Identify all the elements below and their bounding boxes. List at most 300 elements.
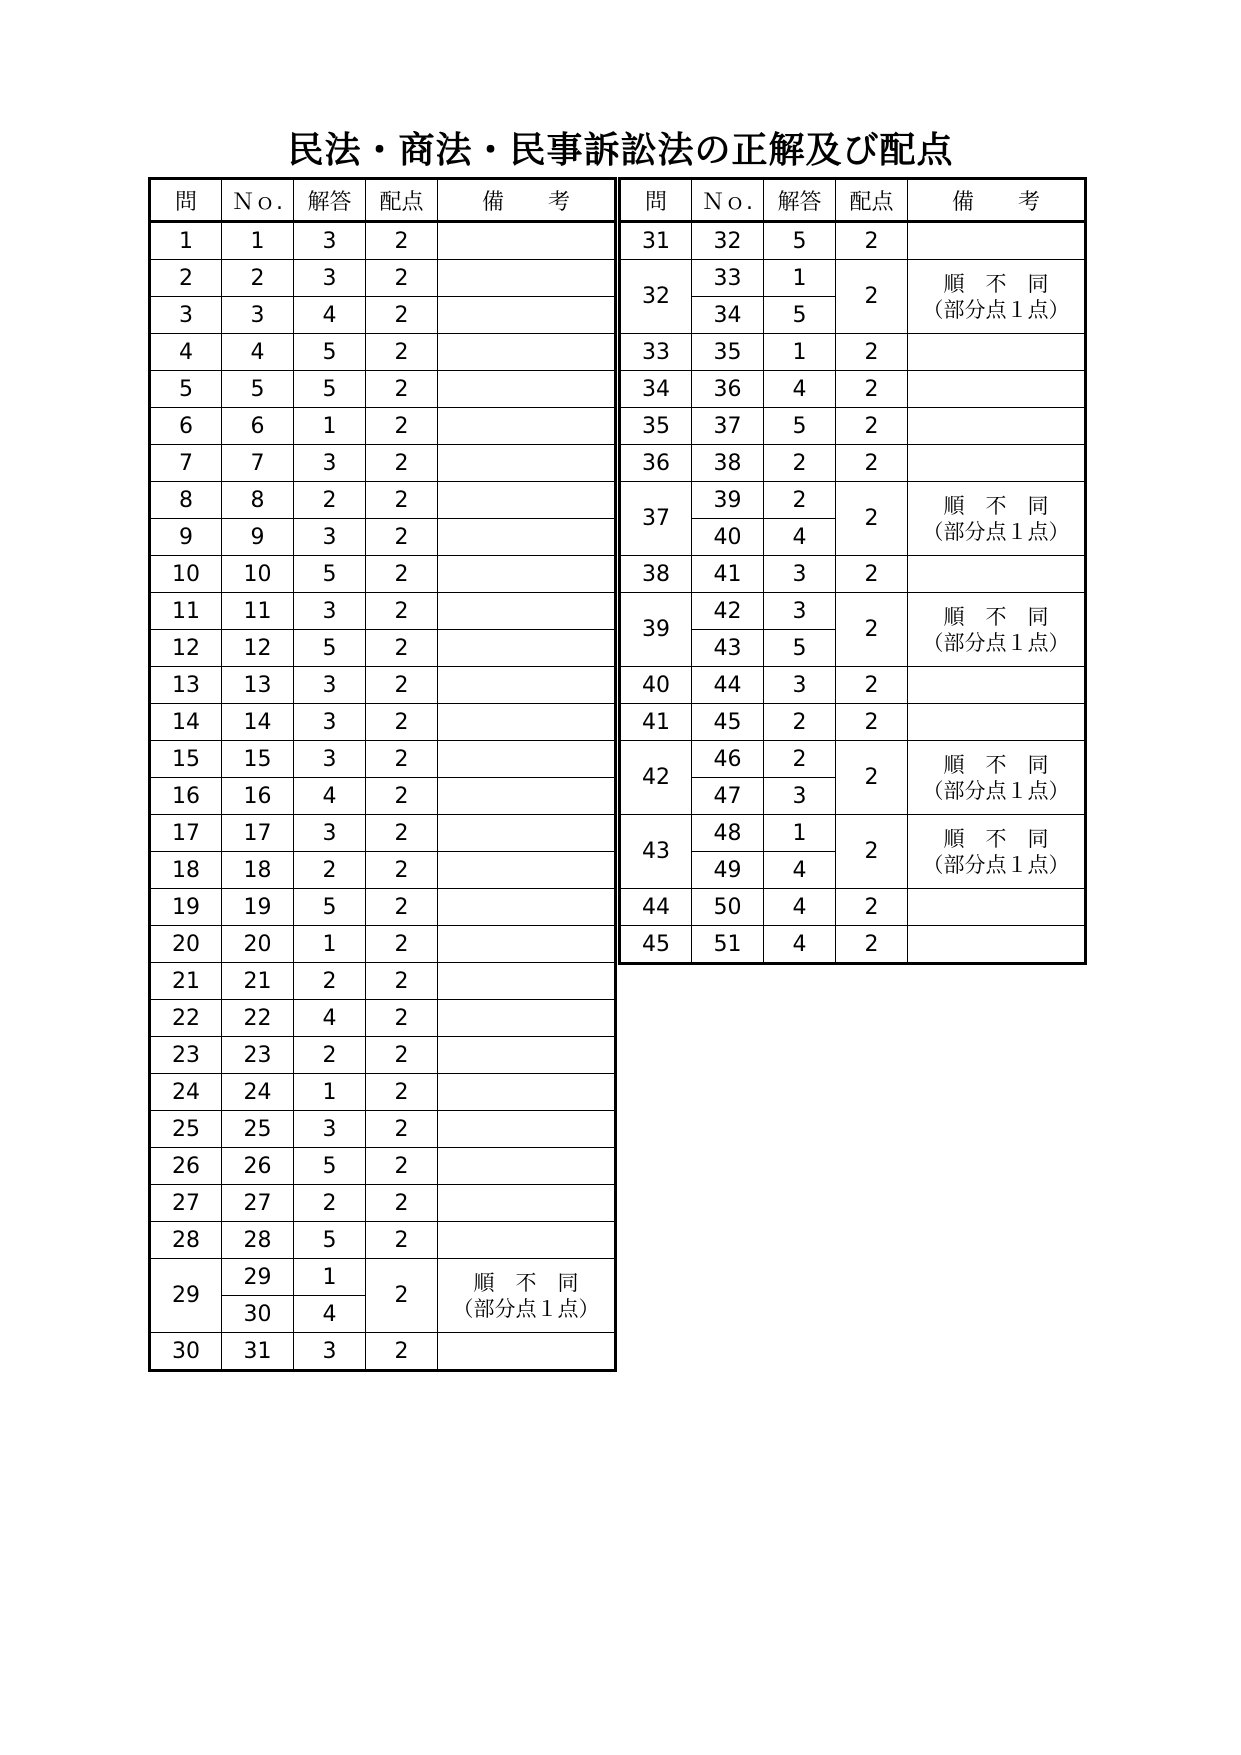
remarks-cell: [438, 704, 616, 741]
answer-cell: 3: [764, 667, 836, 704]
header-answer: 解答: [294, 179, 366, 222]
table-row: [150, 1185, 616, 1222]
answer-cell: 4: [764, 926, 836, 964]
number-cell: 17: [222, 815, 294, 852]
number-cell: 35: [692, 334, 764, 371]
table-row: [150, 741, 616, 778]
remarks-cell: [438, 260, 616, 297]
remarks-line: 順 不 同: [943, 826, 1049, 851]
question-cell: 24: [150, 1074, 222, 1111]
question-cell: 6: [150, 408, 222, 445]
question-cell: 30: [150, 1333, 222, 1371]
number-cell: 41: [692, 556, 764, 593]
number-cell: 50: [692, 889, 764, 926]
remarks-cell: [908, 445, 1086, 482]
answer-cell: 5: [294, 1222, 366, 1259]
number-cell: 29: [222, 1259, 294, 1296]
points-cell: 2: [366, 222, 438, 260]
table-row: [150, 482, 616, 519]
table-row: [150, 445, 616, 482]
question-cell: 9: [150, 519, 222, 556]
header-row: [620, 179, 1086, 222]
remarks-cell: [438, 1333, 616, 1371]
question-cell: 32: [620, 260, 692, 334]
table-row: [620, 482, 1086, 519]
number-cell: 33: [692, 260, 764, 297]
table-row: [150, 519, 616, 556]
answer-cell: 3: [764, 556, 836, 593]
remarks-cell: [908, 334, 1086, 371]
remarks-cell: [908, 371, 1086, 408]
question-cell: 44: [620, 889, 692, 926]
remarks-cell: [438, 1259, 616, 1333]
number-cell: 45: [692, 704, 764, 741]
answer-cell: 1: [294, 926, 366, 963]
number-cell: 51: [692, 926, 764, 964]
points-cell: 2: [836, 482, 908, 556]
number-cell: 37: [692, 408, 764, 445]
number-cell: 7: [222, 445, 294, 482]
points-cell: 2: [836, 667, 908, 704]
table-row: [150, 704, 616, 741]
remarks-cell: [438, 556, 616, 593]
remarks-cell: [908, 667, 1086, 704]
points-cell: 2: [836, 926, 908, 964]
remarks-line: （部分点１点）: [922, 778, 1070, 803]
points-cell: 2: [366, 1074, 438, 1111]
answer-cell: 1: [764, 260, 836, 297]
answer-cell: 2: [764, 741, 836, 778]
table-row: [620, 593, 1086, 630]
question-cell: 23: [150, 1037, 222, 1074]
table-row: [150, 778, 616, 815]
points-cell: 2: [366, 667, 438, 704]
answer-cell: 3: [294, 1333, 366, 1371]
question-cell: 15: [150, 741, 222, 778]
points-cell: 2: [366, 704, 438, 741]
remarks-cell: [908, 482, 1086, 556]
number-cell: 19: [222, 889, 294, 926]
points-cell: 2: [366, 519, 438, 556]
table-row: [620, 926, 1086, 964]
number-cell: 42: [692, 593, 764, 630]
table-row: [620, 741, 1086, 778]
number-cell: 13: [222, 667, 294, 704]
question-cell: 43: [620, 815, 692, 889]
question-cell: 17: [150, 815, 222, 852]
table-row: [150, 630, 616, 667]
points-cell: 2: [366, 445, 438, 482]
answer-cell: 4: [294, 1000, 366, 1037]
table-row: [150, 1333, 616, 1371]
answer-cell: 2: [294, 482, 366, 519]
table-row: [150, 260, 616, 297]
number-cell: 18: [222, 852, 294, 889]
points-cell: 2: [366, 1333, 438, 1371]
remarks-cell: [438, 1074, 616, 1111]
remarks-cell: [908, 815, 1086, 889]
header-question: 問: [620, 179, 692, 222]
number-cell: 40: [692, 519, 764, 556]
points-cell: 2: [836, 334, 908, 371]
remarks-cell: [438, 1185, 616, 1222]
points-cell: 2: [366, 1111, 438, 1148]
number-cell: 27: [222, 1185, 294, 1222]
table-row: [150, 1074, 616, 1111]
number-cell: 34: [692, 297, 764, 334]
remarks-line: （部分点１点）: [922, 297, 1070, 322]
points-cell: 2: [366, 815, 438, 852]
number-cell: 21: [222, 963, 294, 1000]
points-cell: 2: [836, 222, 908, 260]
question-cell: 11: [150, 593, 222, 630]
table-row: [150, 1148, 616, 1185]
number-cell: 43: [692, 630, 764, 667]
table-row: [150, 1222, 616, 1259]
answer-cell: 4: [764, 371, 836, 408]
points-cell: 2: [366, 334, 438, 371]
remarks-line: 順 不 同: [943, 493, 1049, 518]
remarks-cell: [908, 926, 1086, 964]
table-row: [150, 815, 616, 852]
table-row: [620, 222, 1086, 260]
answer-cell: 2: [294, 963, 366, 1000]
question-cell: 1: [150, 222, 222, 260]
remarks-cell: [438, 1222, 616, 1259]
answer-cell: 3: [294, 704, 366, 741]
table-row: [620, 556, 1086, 593]
number-cell: 44: [692, 667, 764, 704]
question-cell: 29: [150, 1259, 222, 1333]
remarks-cell: [438, 297, 616, 334]
remarks-cell: [438, 222, 616, 260]
answer-cell: 3: [294, 260, 366, 297]
number-cell: 28: [222, 1222, 294, 1259]
remarks-line: （部分点１点）: [922, 519, 1070, 544]
remarks-cell: [438, 482, 616, 519]
number-cell: 5: [222, 371, 294, 408]
remarks-cell: [908, 704, 1086, 741]
answer-cell: 3: [764, 778, 836, 815]
points-cell: 2: [366, 778, 438, 815]
question-cell: 8: [150, 482, 222, 519]
header-number: Ｎｏ.: [692, 179, 764, 222]
header-number: Ｎｏ.: [222, 179, 294, 222]
answer-cell: 1: [764, 334, 836, 371]
question-cell: 45: [620, 926, 692, 964]
points-cell: 2: [366, 852, 438, 889]
question-cell: 26: [150, 1148, 222, 1185]
question-cell: 10: [150, 556, 222, 593]
answer-cell: 2: [764, 704, 836, 741]
answer-cell: 3: [294, 667, 366, 704]
points-cell: 2: [366, 593, 438, 630]
remarks-line: 順 不 同: [473, 1270, 579, 1295]
points-cell: 2: [836, 741, 908, 815]
remarks-line: （部分点１点）: [922, 852, 1070, 877]
number-cell: 46: [692, 741, 764, 778]
question-cell: 33: [620, 334, 692, 371]
table-row: [620, 334, 1086, 371]
header-remarks: 備 考: [908, 179, 1086, 222]
remarks-cell: [908, 593, 1086, 667]
table-row: [150, 556, 616, 593]
points-cell: 2: [366, 482, 438, 519]
points-cell: 2: [836, 704, 908, 741]
question-cell: 3: [150, 297, 222, 334]
question-cell: 2: [150, 260, 222, 297]
number-cell: 48: [692, 815, 764, 852]
question-cell: 40: [620, 667, 692, 704]
number-cell: 16: [222, 778, 294, 815]
remarks-cell: [908, 222, 1086, 260]
remarks-cell: [438, 445, 616, 482]
remarks-line: 順 不 同: [943, 752, 1049, 777]
points-cell: 2: [366, 741, 438, 778]
question-cell: 22: [150, 1000, 222, 1037]
question-cell: 38: [620, 556, 692, 593]
header-points: 配点: [366, 179, 438, 222]
header-points: 配点: [836, 179, 908, 222]
number-cell: 1: [222, 222, 294, 260]
table-row: [620, 371, 1086, 408]
points-cell: 2: [366, 556, 438, 593]
points-cell: 2: [366, 630, 438, 667]
question-cell: 27: [150, 1185, 222, 1222]
header-row: [150, 179, 616, 222]
answer-cell: 5: [294, 371, 366, 408]
number-cell: 32: [692, 222, 764, 260]
remarks-line: 順 不 同: [943, 271, 1049, 296]
table-row: [620, 408, 1086, 445]
number-cell: 4: [222, 334, 294, 371]
table-row: [620, 889, 1086, 926]
table-row: [150, 963, 616, 1000]
answer-cell: 3: [294, 741, 366, 778]
question-cell: 25: [150, 1111, 222, 1148]
remarks-cell: [438, 630, 616, 667]
points-cell: 2: [836, 815, 908, 889]
points-cell: 2: [836, 593, 908, 667]
answer-cell: 1: [294, 1074, 366, 1111]
remarks-line: （部分点１点）: [922, 630, 1070, 655]
question-cell: 41: [620, 704, 692, 741]
question-cell: 34: [620, 371, 692, 408]
question-cell: 5: [150, 371, 222, 408]
points-cell: 2: [366, 1148, 438, 1185]
points-cell: 2: [836, 889, 908, 926]
points-cell: 2: [366, 1000, 438, 1037]
question-cell: 7: [150, 445, 222, 482]
answer-cell: 5: [294, 889, 366, 926]
question-cell: 18: [150, 852, 222, 889]
remarks-cell: [438, 1000, 616, 1037]
header-answer: 解答: [764, 179, 836, 222]
number-cell: 26: [222, 1148, 294, 1185]
remarks-cell: [908, 556, 1086, 593]
header-remarks: 備 考: [438, 179, 616, 222]
remarks-cell: [438, 963, 616, 1000]
remarks-cell: [438, 593, 616, 630]
table-row: [150, 1000, 616, 1037]
answer-cell: 2: [294, 1185, 366, 1222]
table-row: [150, 1259, 616, 1296]
answer-cell: 3: [294, 593, 366, 630]
answer-cell: 5: [764, 222, 836, 260]
answer-cell: 4: [764, 889, 836, 926]
question-cell: 39: [620, 593, 692, 667]
remarks-cell: [908, 741, 1086, 815]
remarks-cell: [908, 260, 1086, 334]
number-cell: 3: [222, 297, 294, 334]
table-row: [620, 815, 1086, 852]
question-cell: 21: [150, 963, 222, 1000]
points-cell: 2: [836, 445, 908, 482]
remarks-cell: [438, 741, 616, 778]
number-cell: 47: [692, 778, 764, 815]
answer-cell: 2: [294, 1037, 366, 1074]
number-cell: 25: [222, 1111, 294, 1148]
number-cell: 6: [222, 408, 294, 445]
remarks-cell: [908, 889, 1086, 926]
points-cell: 2: [366, 408, 438, 445]
header-question: 問: [150, 179, 222, 222]
page-title: 民法・商法・民事訴訟法の正解及び配点: [287, 130, 954, 171]
question-cell: 42: [620, 741, 692, 815]
question-cell: 20: [150, 926, 222, 963]
answer-cell: 3: [294, 1111, 366, 1148]
points-cell: 2: [366, 297, 438, 334]
remarks-line: 順 不 同: [943, 604, 1049, 629]
table-row: [150, 1037, 616, 1074]
question-cell: 37: [620, 482, 692, 556]
number-cell: 2: [222, 260, 294, 297]
number-cell: 15: [222, 741, 294, 778]
points-cell: 2: [366, 1222, 438, 1259]
remarks-line: （部分点１点）: [452, 1296, 600, 1321]
answer-cell: 1: [294, 408, 366, 445]
number-cell: 38: [692, 445, 764, 482]
table-row: [150, 371, 616, 408]
answer-cell: 4: [764, 519, 836, 556]
table-row: [150, 852, 616, 889]
points-cell: 2: [366, 1037, 438, 1074]
number-cell: 12: [222, 630, 294, 667]
question-cell: 28: [150, 1222, 222, 1259]
answer-cell: 2: [764, 482, 836, 519]
answer-cell: 3: [294, 445, 366, 482]
table-row: [150, 667, 616, 704]
remarks-cell: [438, 1111, 616, 1148]
number-cell: 10: [222, 556, 294, 593]
number-cell: 11: [222, 593, 294, 630]
points-cell: 2: [366, 1185, 438, 1222]
answer-cell: 4: [764, 852, 836, 889]
remarks-cell: [438, 889, 616, 926]
number-cell: 49: [692, 852, 764, 889]
remarks-cell: [438, 667, 616, 704]
number-cell: 8: [222, 482, 294, 519]
remarks-cell: [438, 778, 616, 815]
answer-cell: 5: [764, 630, 836, 667]
points-cell: 2: [366, 963, 438, 1000]
points-cell: 2: [836, 371, 908, 408]
points-cell: 2: [836, 408, 908, 445]
number-cell: 31: [222, 1333, 294, 1371]
question-cell: 19: [150, 889, 222, 926]
answer-table-right: [618, 177, 1087, 965]
table-row: [150, 297, 616, 334]
points-cell: 2: [366, 371, 438, 408]
answer-cell: 4: [294, 297, 366, 334]
answer-cell: 5: [294, 556, 366, 593]
answer-cell: 5: [764, 297, 836, 334]
answer-cell: 5: [294, 334, 366, 371]
table-row: [620, 260, 1086, 297]
remarks-cell: [438, 926, 616, 963]
answer-cell: 1: [764, 815, 836, 852]
remarks-cell: [438, 408, 616, 445]
table-row: [150, 926, 616, 963]
points-cell: 2: [366, 1259, 438, 1333]
question-cell: 4: [150, 334, 222, 371]
answer-cell: 5: [294, 1148, 366, 1185]
table-row: [150, 1111, 616, 1148]
number-cell: 14: [222, 704, 294, 741]
answer-cell: 5: [764, 408, 836, 445]
answer-cell: 3: [294, 519, 366, 556]
number-cell: 23: [222, 1037, 294, 1074]
points-cell: 2: [836, 260, 908, 334]
table-row: [150, 889, 616, 926]
table-row: [150, 334, 616, 371]
remarks-cell: [908, 408, 1086, 445]
remarks-cell: [438, 371, 616, 408]
table-row: [150, 408, 616, 445]
table-row: [150, 222, 616, 260]
remarks-cell: [438, 1148, 616, 1185]
question-cell: 13: [150, 667, 222, 704]
number-cell: 9: [222, 519, 294, 556]
number-cell: 30: [222, 1296, 294, 1333]
remarks-cell: [438, 815, 616, 852]
answer-cell: 3: [294, 222, 366, 260]
answer-cell: 1: [294, 1259, 366, 1296]
number-cell: 39: [692, 482, 764, 519]
table-row: [620, 704, 1086, 741]
remarks-cell: [438, 334, 616, 371]
answer-cell: 2: [294, 852, 366, 889]
table-row: [620, 667, 1086, 704]
points-cell: 2: [366, 260, 438, 297]
points-cell: 2: [366, 926, 438, 963]
question-cell: 36: [620, 445, 692, 482]
number-cell: 22: [222, 1000, 294, 1037]
question-cell: 16: [150, 778, 222, 815]
question-cell: 12: [150, 630, 222, 667]
number-cell: 36: [692, 371, 764, 408]
remarks-cell: [438, 852, 616, 889]
remarks-cell: [438, 1037, 616, 1074]
answer-cell: 3: [294, 815, 366, 852]
question-cell: 31: [620, 222, 692, 260]
remarks-cell: [438, 519, 616, 556]
answer-cell: 5: [294, 630, 366, 667]
points-cell: 2: [366, 889, 438, 926]
answer-cell: 4: [294, 778, 366, 815]
number-cell: 24: [222, 1074, 294, 1111]
table-row: [620, 445, 1086, 482]
